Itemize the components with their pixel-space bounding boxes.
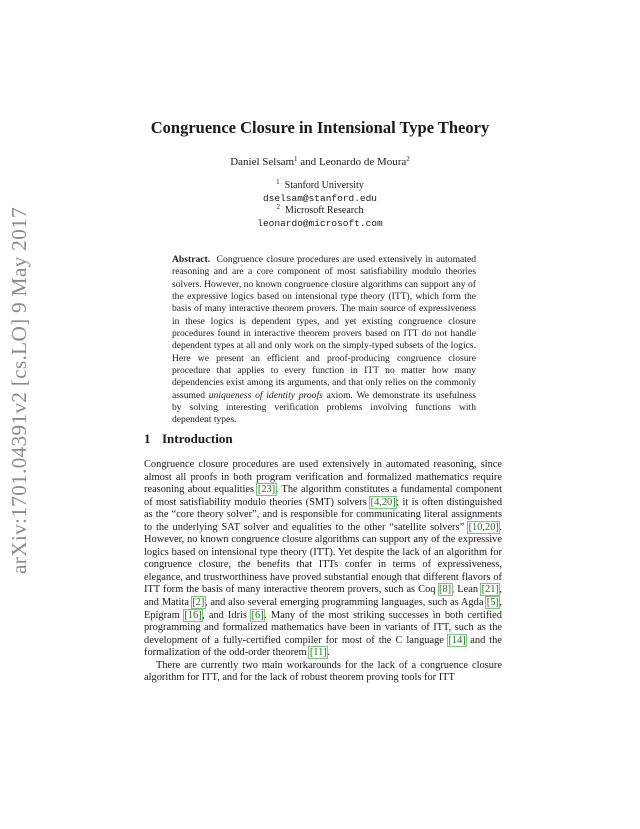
paragraph-text: . However, no known congruence closure algorithms can support any of the expressive logics based on intensional type theory (ITT). Yet despite the lack of an algorithm for congruence closure, the benefits that ITTs confer in terms of expressiveness, elegance, and trustworthiness have proved substantial enough that different flavors of ITT form the basis of many interactive theorem provers, such as Coq <box>144 521 502 596</box>
abstract-emphasis: uniqueness of identity proofs <box>208 389 323 401</box>
section-number: 1 <box>144 431 151 446</box>
affiliation-email[interactable]: dselsam@stanford.edu <box>262 193 378 204</box>
paragraph-text: , and also several emerging programming languages, such as Agda <box>204 597 487 609</box>
author-line <box>0 156 640 168</box>
abstract-text: Congruence closure procedures are used extensively in automated reasoning and are a core component of most satisfiability modulo theories solvers. However, no known congruence closure algorithms can support any of the expressive logics based on intensional type theory (ITT), which form the basis of many interactive theorem provers. The main source of expressiveness in these logics is dependent types, and yet existing congruence closure procedures found in interactive theorem provers based on ITT do not handle dependent types at all and only work on the simply-typed subsets of the logics. Here we present an efficient and proof-producing congruence closure procedure that applies to every function in ITT no matter how many dependencies exist among its arguments, and that only relies on the commonly assumed <box>172 254 477 401</box>
citation-link[interactable]: [2] <box>192 597 205 609</box>
affiliation-institution <box>0 180 640 191</box>
citation-link[interactable]: [6] <box>251 609 264 621</box>
citation-link[interactable]: [16] <box>184 609 202 621</box>
affiliation-mark: 2 <box>276 203 280 211</box>
paragraph-text: , Lean <box>451 584 482 596</box>
citation-link[interactable]: [21] <box>481 584 499 596</box>
affiliation-mark: 1 <box>276 178 280 186</box>
paragraph <box>144 459 502 660</box>
paragraph-text: . Many of the most striking successes in both certified programming and formalized mathematics have been in variants of ITT, such as the development of a fully-certified compiler for most of the C language <box>144 609 502 646</box>
section-heading <box>144 431 233 447</box>
citation-link[interactable]: [23] <box>257 484 276 496</box>
citation-link[interactable]: [5] <box>486 597 499 609</box>
affiliation-name: Stanford University <box>284 180 364 191</box>
paragraph-text: , Epigram <box>144 597 502 621</box>
paragraph-text: . The algorithm constitutes a fundamental component of most satisfiability modulo theories (SMT) solvers <box>144 484 502 508</box>
paragraph-text: and the formalization of the odd-order theorem <box>144 634 502 659</box>
paragraph-text: , and Idris <box>202 609 252 621</box>
citation-link[interactable]: [14] <box>448 634 466 646</box>
abstract-label: Abstract. <box>172 254 211 265</box>
author-name: Leonardo de Moura <box>318 156 407 168</box>
abstract <box>172 254 476 427</box>
author-conjunction: and <box>297 156 319 168</box>
affiliation-institution <box>0 205 640 216</box>
citation-link[interactable]: [11] <box>309 647 327 659</box>
citation-link[interactable]: [10,20] <box>468 521 499 533</box>
paragraph: There are currently two main workarounds for the lack of a congruence closure algorithm for ITT, and for the lack of robust theorem proving tools for ITT <box>144 659 502 684</box>
author-name: Daniel Selsam <box>230 156 295 168</box>
citation-link[interactable]: [8] <box>439 584 452 596</box>
author-affiliation-mark: 2 <box>406 155 410 163</box>
arxiv-id-text: arXiv:1701.04391v2 [cs.LO] 9 May 2017 <box>6 206 31 574</box>
citation-link[interactable]: [4,20] <box>370 496 396 508</box>
body-text <box>144 459 502 685</box>
paragraph-text: Congruence closure procedures are used extensively in automated reasoning, since almost all proofs in both program verification and formalized mathematics require reasoning about equalities <box>144 459 502 496</box>
paragraph-text: ; it is often distinguished as the “core theory solver”, and is responsible for communicating literal assignments to the underlying SAT solver and equalities to the other “satellite solvers” <box>144 496 503 533</box>
arxiv-identifier-stamp <box>3 200 35 580</box>
affiliation-name: Microsoft Research <box>284 205 364 216</box>
paragraph-text: , and Matita <box>144 584 502 609</box>
paper-title: Congruence Closure in Intensional Type Theory <box>150 118 490 137</box>
affiliation-email[interactable]: leonardo@microsoft.com <box>257 218 383 229</box>
abstract-text: axiom. We demonstrate its usefulness by solving interesting verification problems involving functions with dependent types. <box>172 389 477 426</box>
author-affiliation-mark: 1 <box>294 155 298 163</box>
section-title: Introduction <box>162 431 233 446</box>
paragraph-text: . <box>327 647 330 659</box>
